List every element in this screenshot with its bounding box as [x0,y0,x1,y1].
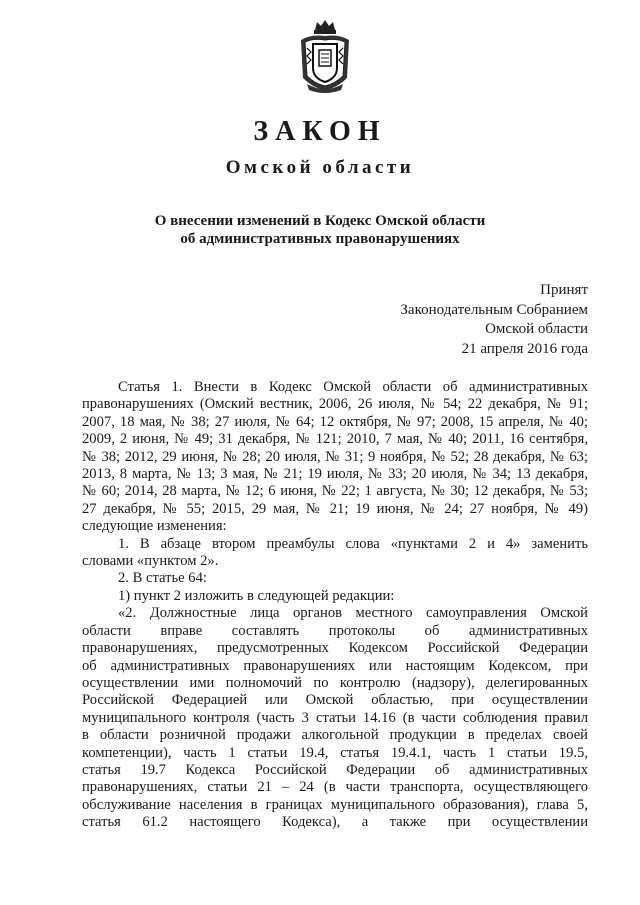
body-line: № 60; 2014, 28 марта, № 12; 6 июня, № 22; 1 августа, № 30; 12 декабря, № 53; [82,483,588,500]
body-line: правонарушениях, предусмотренных Кодексом Российской Федерации [82,640,588,657]
heading-line: об административных правонарушениях [180,231,460,247]
body-line: об административных правонарушениях или настоящим Кодексом, при [82,657,588,674]
body-line: Статья 1. Внести в Кодекс Омской области об административных [118,379,588,395]
body-line: 2007, 18 мая, № 38; 27 июля, № 64; 12 октября, № 97; 2008, 15 апреля, № 40; [82,413,588,430]
body-line: в области розничной продажи алкогольной продукции в пределах своей [82,727,588,744]
body-line: следующие изменения: [82,518,227,535]
coat-of-arms-icon [297,18,353,94]
body-line: Российской Федерацией или Омской областью, при осуществлении [82,692,588,709]
body-line: 1. В абзаце втором преамбулы слова «пунктами 2 и 4» заменить [118,535,588,552]
region-subtitle: Омской области [225,157,415,178]
body-line: статья 61.2 настоящего Кодекса), а также при осуществлении [82,814,588,831]
body-line: 2009, 2 июня, № 49; 31 декабря, № 121; 2010, 7 мая, № 40; 2011, 16 сентября, [82,431,588,448]
law-heading [0,212,640,248]
body-line: осуществлении ими полномочий по контролю (надзору), делегированных [82,674,588,691]
adoption-date: 21 апреля 2016 года [461,340,588,357]
body-line: 2. В статье 64: [118,570,207,587]
adoption-line: Омской области [485,321,588,337]
adoption-block [400,281,588,359]
adoption-line: Принят [540,282,588,298]
law-body [82,379,588,832]
adoption-line: Законодательным Собранием [400,301,588,318]
body-line: № 38; 2012, 29 июня, № 28; 20 июля, № 31; 9 ноября, № 52; 28 декабря, № 63; [82,448,588,465]
body-line: 27 декабря, № 55; 2015, 29 мая, № 21; 19 июня, № 24; 27 ноября, № 49) [82,500,588,517]
body-line: словами «пунктом 2». [82,553,219,570]
body-line: статья 19.7 Кодекса Российской Федерации об административных [82,761,588,778]
body-line: обслуживание населения в границах муниципального образования), глава 5, [82,796,588,813]
body-line: области вправе составлять протоколы об административных [82,622,588,639]
body-line: компетенции), часть 1 статьи 19.4, статья 19.4.1, часть 1 статьи 19.5, [82,744,588,761]
body-line: правонарушениях, статьи 21 – 24 (в части транспорта, осуществляющего [82,779,588,796]
heading-line: О внесении изменений в Кодекс Омской области [154,213,486,229]
law-title: ЗАКОН [253,116,387,147]
body-line: муниципального контроля (часть 3 статьи 14.16 (в части соблюдения правил [82,709,588,726]
body-line: «2. Должностные лица органов местного самоуправления Омской [118,605,588,622]
body-line: 2013, 8 марта, № 13; 3 мая, № 21; 19 июля, № 33; 20 июля, № 34; 13 декабря, [82,466,588,483]
body-line: правонарушениях (Омский вестник, 2006, 26 июля, № 54; 22 декабря, № 91; [82,396,588,413]
body-line: 1) пункт 2 изложить в следующей редакции: [118,587,395,604]
